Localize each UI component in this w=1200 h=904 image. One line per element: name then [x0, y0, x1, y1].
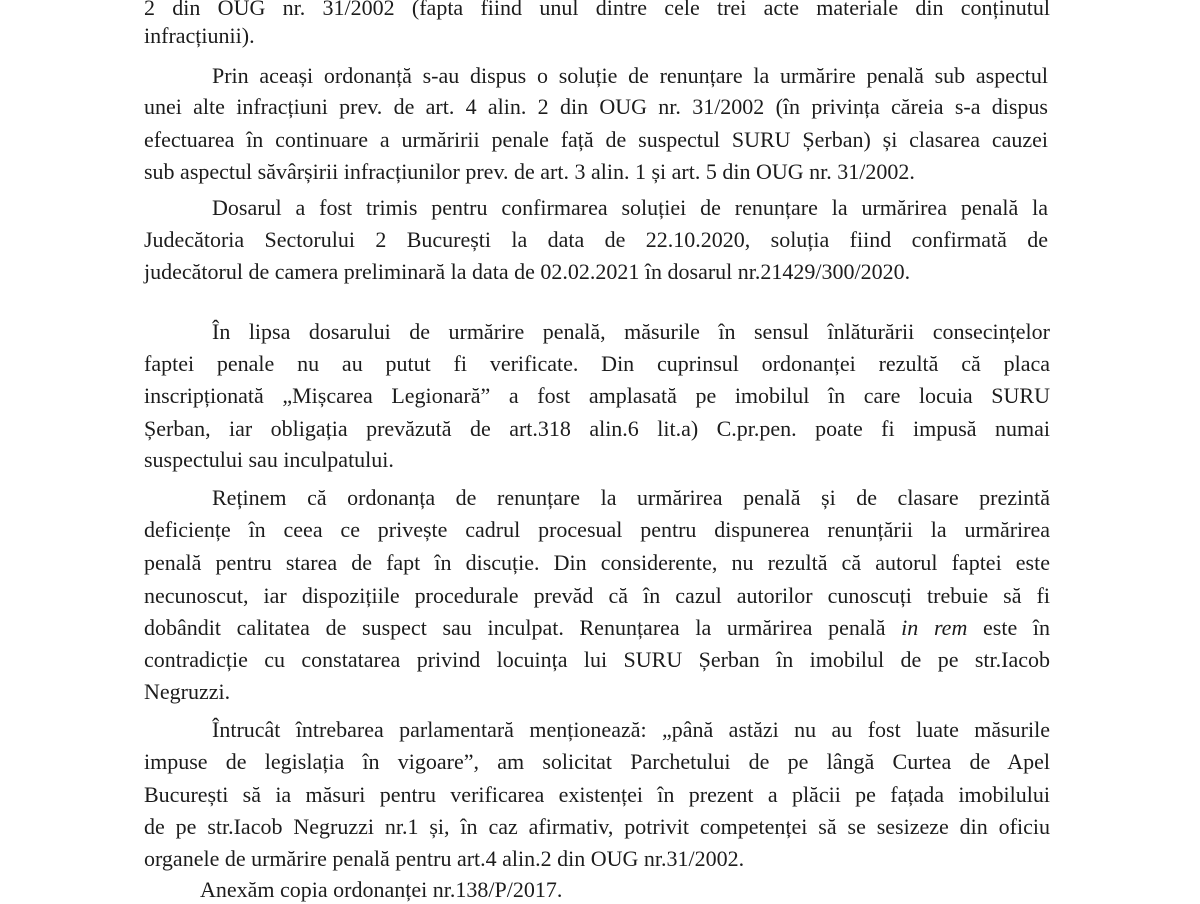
italic-term: in rem: [901, 615, 968, 640]
text-line: unei alte infracțiuni prev. de art. 4 alin. 2 din OUG nr. 31/2002 (în privința căreia s-a dispus: [144, 94, 1048, 119]
text-line: de pe str.Iacob Negruzzi nr.1 și, în caz afirmativ, potrivit competenței să se sesizeze din oficiu: [144, 814, 1050, 839]
text-line: Negruzzi.: [144, 679, 231, 704]
text-fragment: este în: [983, 615, 1051, 640]
text-line: infracțiunii).: [144, 23, 255, 48]
text-line: faptei penale nu au putut fi verificate. Din cuprinsul ordonanței rezultă că placa: [144, 351, 1050, 376]
text-line: Anexăm copia ordonanței nr.138/P/2017.: [200, 877, 563, 902]
text-line: 2 din OUG nr. 31/2002 (fapta fiind unul dintre cele trei acte materiale din conținutul: [144, 0, 1050, 20]
text-line: inscripționată „Mișcarea Legionară” a fost amplasată pe imobilul în care locuia SURU: [144, 383, 1050, 408]
text-fragment: dobândit calitatea de suspect sau inculpat. Renunțarea la urmărirea penală: [144, 615, 886, 640]
text-line: În lipsa dosarului de urmărire penală, măsurile în sensul înlăturării consecințelor: [212, 319, 1050, 344]
text-line: organele de urmărire penală pentru art.4 alin.2 din OUG nr.31/2002.: [144, 846, 745, 871]
text-line: deficiențe în ceea ce privește cadrul procesual pentru dispunerea renunțării la urmărirea: [144, 517, 1050, 542]
text-line: sub aspectul săvârșirii infracțiunilor prev. de art. 3 alin. 1 și art. 5 din OUG nr. 31/2002.: [144, 159, 915, 184]
text-line: Dosarul a fost trimis pentru confirmarea soluției de renunțare la urmărirea penală la: [212, 195, 1048, 220]
text-line: judecătorul de camera preliminară la data de 02.02.2021 în dosarul nr.21429/300/2020.: [144, 259, 911, 284]
text-line: efectuarea în continuare a urmăririi penale față de suspectul SURU Șerban) și clasarea cauzei: [144, 127, 1048, 152]
text-line: impuse de legislația în vigoare”, am solicitat Parchetului de pe lângă Curtea de Apel: [144, 749, 1050, 774]
text-line: Reținem că ordonanța de renunțare la urmărirea penală și de clasare prezintă: [212, 485, 1050, 510]
text-line: penală pentru starea de fapt în discuție. Din considerente, nu rezultă că autorul faptei este: [144, 550, 1050, 575]
text-line: Șerban, iar obligația prevăzută de art.318 alin.6 lit.a) C.pr.pen. poate fi impusă numai: [144, 416, 1050, 441]
text-line: Judecătoria Sectorului 2 București la data de 22.10.2020, soluția fiind confirmată de: [144, 227, 1048, 252]
text-line: București să ia măsuri pentru verificarea existenței în prezent a plăcii pe fațada imobilului: [144, 782, 1050, 807]
text-line: suspectului sau inculpatului.: [144, 447, 394, 472]
text-line: [144, 614, 1050, 642]
text-line: necunoscut, iar dispozițiile procedurale prevăd că în cazul autorilor cunoscuți trebuie să fi: [144, 583, 1050, 608]
text-line: Prin aceași ordonanță s-au dispus o soluție de renunțare la urmărire penală sub aspectul: [212, 63, 1048, 88]
text-line: Întrucât întrebarea parlamentară menționează: „până astăzi nu au fost luate măsurile: [212, 717, 1050, 742]
text-line: contradicție cu constatarea privind locuința lui SURU Șerban în imobilul de pe str.Iacob: [144, 647, 1050, 672]
